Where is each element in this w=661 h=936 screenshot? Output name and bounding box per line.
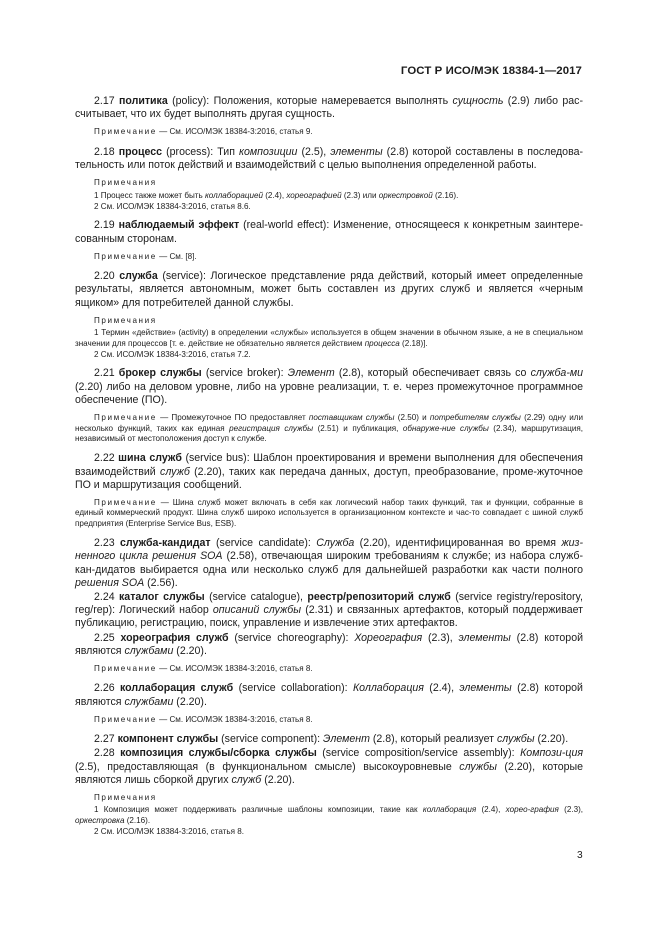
term-name: хореография служб [120,631,229,644]
note-item [75,328,583,349]
term-reference: хореографией [286,190,342,200]
notes-group [75,793,583,838]
term-name: композиция службы/сборка службы [120,747,317,760]
text-run: (2.20) либо на деловом уровне, либо на уровне реализации, т. е. через промежуточное программное обеспечение (ПО). [75,380,583,406]
text-run: (2.20). [173,644,207,657]
term-name: каталог службы [119,590,205,603]
term-reference: поставщикам службы [308,413,395,423]
text-run: (2.4), [476,805,506,815]
text-run: (service catalogue), [204,590,308,603]
note-label: Примечания [94,315,157,325]
text-run: (2.8) которой являются [75,682,583,708]
term-reference: службами [124,644,174,657]
text-run: (policy): Положения, которые намеревается выполнять [167,95,453,107]
text-run: (2.20). [173,695,207,708]
text-run: (2.3), [422,631,459,644]
note [75,127,583,137]
note-item [75,827,583,837]
text-run: (service candidate): [210,537,317,550]
text-run: 2.24 [94,590,119,603]
text-run: (2.18)]. [399,338,428,348]
text-run: (real-world effect): Изменение, относящееся к конкретным заинтере-сованным сторонам. [75,219,583,245]
note [75,664,583,674]
text-run: 2 См. ИСО/МЭК 18384-3:2016, статья 8. [94,827,244,837]
text-run: — Шина служб может включать в себя как логический набор таких функций, так и функции, собранные в единый коммерческий продукт. Шина служб широко используется в организационном контексте и час-то совпадает с шиной служб предприятия (Enterprise Service Bus, ESB). [75,497,583,528]
text-run: 1 Композиция может поддерживать различные шаблоны композиции, такие как [94,805,423,815]
text-run: (2.3) или [341,190,379,200]
document-header: ГОСТ Р ИСО/МЭК 18384-1—2017 [400,65,582,77]
text-run: (2.20). [534,733,569,746]
notes-heading [75,316,583,326]
text-run: — См. ИСО/МЭК 18384-3:2016, статья 8. [159,714,313,724]
text-run: 2.25 [94,631,121,644]
notes-heading [75,178,583,188]
text-run: (2.8) которой являются [75,631,584,657]
term-reference: оркестровка [75,815,125,825]
term-name: служба [119,270,158,283]
text-run: (2.34), маршрутизация, независимый от местоположения доступ к службе. [75,423,583,443]
term-reference: процесса [364,338,400,348]
note-label: Примечание [94,127,157,137]
text-run: (service registry/repository, reg/rep): Логический набор [75,590,583,617]
text-run: (2.20), таких как передача данных, доступ, преобразование, проме-жуточное ПО и маршрутизация сообщений. [75,465,583,491]
term-entry [75,632,583,658]
term-reference: Элемент [287,367,335,380]
term-reference: описаний службы [212,604,302,617]
term-name: брокер службы [118,367,202,380]
term-entry [75,95,583,121]
text-run: 1 Термин «действие» (activity) в определении «службы» используется в общем значении в обычном языке, а не в специальном значении для процессов [т. е. действие не обязательно является действием [75,328,583,348]
document-body [75,95,583,845]
text-run: 1 Процесс также может быть [94,190,205,200]
term-reference: жиз-ненного цикла решения SOA [75,537,583,563]
term-reference: Служба [316,537,355,550]
note-item [75,350,583,360]
text-run: (2.50) и [394,413,430,423]
text-run: (2.8), который реализует [369,733,497,746]
note-label: Примечание [94,663,157,673]
text-run: (2.51) и публикация, [313,423,403,433]
text-run: 2 См. ИСО/МЭК 18384-3:2016, статья 8.6. [94,202,251,212]
term-reference: хорео-графия [505,805,559,815]
text-run: (service bus): Шаблон проектирования и времени выполнения для обеспечения взаимодействий [75,452,583,478]
term-reference: служб [160,465,190,478]
term-reference: Элемент [323,733,370,746]
text-run: — См. ИСО/МЭК 18384-3:2016, статья 9. [159,127,313,137]
term-reference: элементы [458,631,511,644]
notes-group [75,178,583,212]
term-entry [75,270,583,310]
text-run: (service composition/service assembly): [316,747,521,760]
text-run: (2.4), [423,682,460,695]
text-run: (service collaboration): [233,682,353,695]
text-run: 2.22 [94,452,119,465]
term-name: наблюдаемый эффект [118,219,240,232]
note-item [75,202,583,212]
term-name: компонент службы [117,733,219,746]
note-label: Примечания [94,178,157,188]
text-run: 2.18 [94,145,119,158]
text-run: (2.8) которой составлены в последова-тельность или поток действий и взаимодействий с целью выполнения определенной работы. [75,145,583,172]
term-reference: Коллаборация [352,682,424,695]
text-run: (2.16). [124,815,151,825]
term-entry [75,733,583,746]
text-run: (2.5), предоставляющая (в функциональном смысле) высокоуровневые [75,760,460,773]
note-label: Примечание [94,413,157,423]
text-run: 2.17 [94,95,119,107]
notes-group [75,316,583,361]
term-reference: коллаборация [422,805,477,815]
note-label: Примечание [94,497,157,507]
note [75,498,583,529]
text-run: 2 См. ИСО/МЭК 18384-3:2016, статья 7.2. [94,350,251,360]
term-reference: Хореография [354,631,423,644]
term-reference: обнаруже-ние службы [402,423,489,433]
term-name: процесс [118,145,163,158]
note [75,715,583,725]
text-run: 2.20 [94,270,120,283]
term-entry [75,146,583,172]
text-run: 2.26 [94,682,120,695]
term-entry [75,219,583,245]
page-number: 3 [577,850,583,861]
text-run: (2.20), идентифицированная во время [354,537,562,550]
text-run: (service choreography): [228,631,355,644]
text-run: (2.29) одну или несколько функций, таких как единая [75,413,584,433]
term-name: коллаборация служб [119,682,234,695]
note-item [75,805,583,826]
text-run: 2.21 [94,367,119,380]
term-reference: элементы [330,145,383,158]
term-reference: композиции [239,145,298,158]
text-run: (2.4), [262,190,287,200]
term-reference: службами [124,695,174,708]
term-reference: служба-ми [530,367,583,380]
text-run: (2.20), которые являются лишь сборкой других [75,760,583,786]
term-entry [75,682,583,708]
term-name: шина служб [118,452,182,465]
term-entry [75,452,583,492]
term-reference: службы [496,733,535,746]
note [75,252,583,262]
text-run: 2.19 [94,219,119,232]
text-run: (service): Логическое представление ряда действий, который имеет определенные результаты, является автономным, может быть составлен из других служб и является «черным ящиком» для потребителей данной службы. [75,270,584,309]
text-run: (process): Тип [162,145,240,158]
text-run: — См. [8]. [159,251,197,261]
notes-heading [75,793,583,803]
term-entry [75,367,583,407]
text-run: (2.20). [261,773,295,786]
note-label: Примечание [94,714,157,724]
text-run: (2.8), который обеспечивает связь со [334,367,531,380]
term-reference: потребителям службы [429,413,521,423]
term-reference: решения SOA [75,576,145,589]
text-run: (2.16). [432,190,459,200]
term-reference: сущность [452,95,504,107]
text-run: (service broker): [201,367,288,380]
note-item [75,191,583,201]
term-reference: регистрация службы [229,423,314,433]
text-run: (2.56). [144,576,178,589]
term-entry [75,537,583,590]
term-reference: служб [231,773,262,786]
text-run: (2.58), отвечающая широким требованиям к службе; из набора служб-кан-дидатов выбирается одна или несколько служб для дальнейшей разработки как части полного [75,550,583,576]
text-run: — Промежуточное ПО предоставляет [160,413,309,423]
text-run: (2.31) и связанных артефактов, который поддерживает публикацию, регистрацию, поиск, управление и извлечение этих артефактов. [75,604,584,630]
term-reference: коллаборацией [204,190,263,200]
text-run: 2.28 [94,747,121,760]
term-name: реестр/репозиторий служб [307,590,451,603]
term-name: служба-кандидат [120,537,211,550]
text-run: (2.5), [297,145,331,158]
text-run: (service component): [218,733,323,746]
term-entry [75,591,583,631]
text-run: (2.3), [558,805,584,815]
term-reference: Компози-ция [520,747,584,760]
text-run: — См. ИСО/МЭК 18384-3:2016, статья 8. [159,663,313,673]
term-reference: службы [459,760,497,773]
note-label: Примечание [94,251,157,261]
term-entry [75,747,583,787]
text-run: (2.9) либо рас-считывает, что их будет выполнять другая сущность. [75,95,584,121]
text-run: 2.27 [94,733,118,746]
term-name: политика [119,95,168,107]
note [75,413,583,444]
note-label: Примечания [94,793,157,802]
text-run: 2.23 [94,537,120,550]
term-reference: оркестровкой [378,190,433,200]
term-reference: элементы [459,682,512,695]
